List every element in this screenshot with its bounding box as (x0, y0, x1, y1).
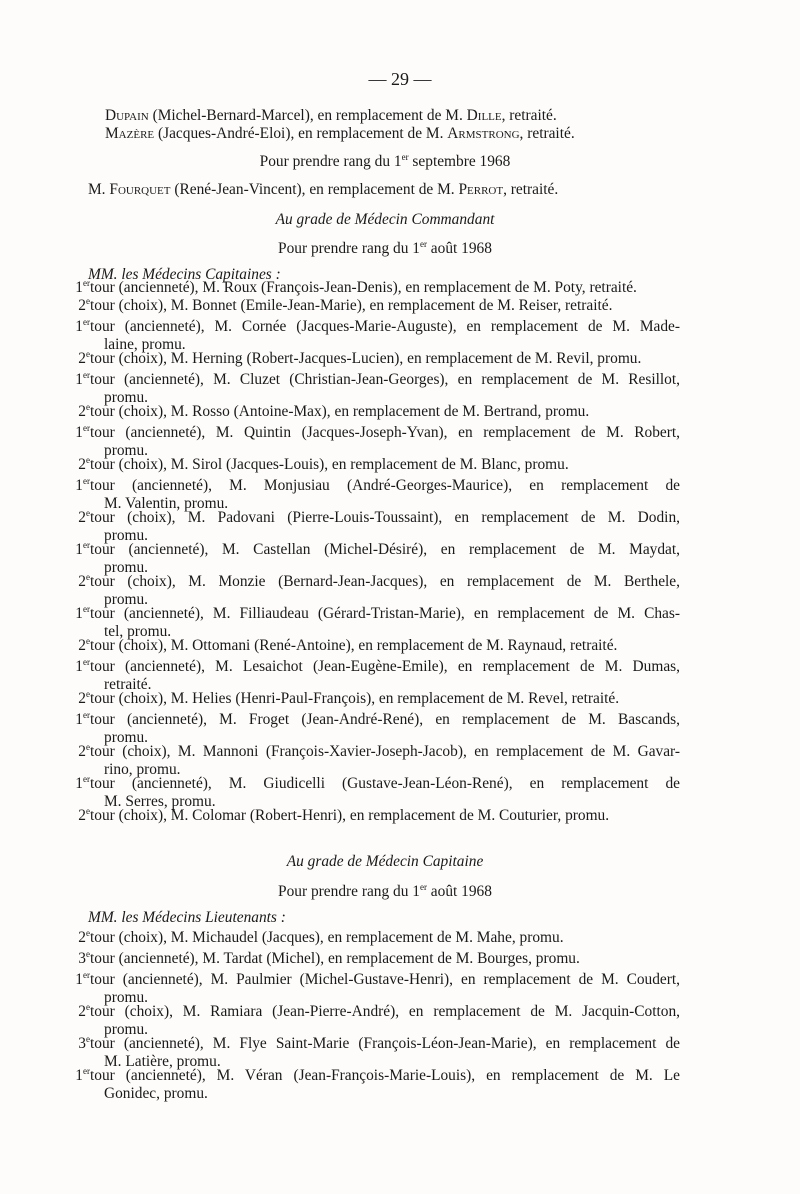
promotion-entry (75, 476, 680, 513)
entry-line: tour (ancienneté), M. Filliaudeau (Gérard-Tristan-Marie), en remplacement de M. Chas- (90, 605, 680, 622)
promotion-entry (78, 806, 680, 825)
tour-ordinal: 3e (78, 949, 90, 967)
entry-line: tour (ancienneté), M. Monjusiau (André-Georges-Maurice), en remplacement de (90, 477, 680, 494)
entry-line: tour (ancienneté), M. Cornée (Jacques-Marie-Auguste), en remplacement de M. Made- (90, 318, 680, 335)
promotion-entry (78, 349, 680, 368)
tour-ordinal: 2e (78, 636, 90, 654)
entry-line: tour (ancienneté), M. Giudicelli (Gustave-Jean-Léon-René), en remplacement de (90, 775, 680, 792)
entry-line: tour (ancienneté), M. Castellan (Michel-Désiré), en remplacement de M. Maydat, (90, 541, 680, 558)
entry-continuation: tel, promu. (104, 623, 172, 640)
entry-line: tour (choix), M. Ottomani (René-Antoine), en remplacement de M. Raynaud, retraité. (90, 637, 618, 654)
entry-line: tour (ancienneté), M. Roux (François-Jean-Denis), en remplacement de M. Poty, retraité. (90, 279, 637, 296)
entry-line: tour (ancienneté), M. Froget (Jean-André-René), en remplacement de M. Bascands, (90, 711, 680, 728)
list-intro-capitaines: MM. les Médecins Capitaines : (88, 266, 281, 283)
promotion-entry (75, 540, 680, 577)
entry-continuation: laine, promu. (104, 336, 186, 353)
promotion-entry (75, 657, 680, 694)
entry-line: tour (choix), M. Helies (Henri-Paul-François), en remplacement de M. Revel, retraité. (90, 690, 620, 707)
entry-continuation: promu. (104, 591, 149, 608)
tour-ordinal: 2e (78, 296, 90, 314)
tour-ordinal: 1er (75, 774, 90, 792)
entry-continuation: M. Serres, promu. (104, 793, 216, 810)
promotion-entry (78, 742, 680, 779)
entry-continuation: promu. (104, 1021, 149, 1038)
entry-line: tour (ancienneté), M. Flye Saint-Marie (François-Léon-Jean-Marie), en remplacement de (90, 1035, 680, 1052)
promotion-entry (78, 455, 680, 474)
tour-ordinal: 2e (78, 689, 90, 707)
entry-line: tour (choix), M. Rosso (Antoine-Max), en remplacement de M. Bertrand, promu. (90, 403, 590, 420)
entry-continuation: retraité. (104, 676, 152, 693)
promotion-entry (78, 402, 680, 421)
tour-ordinal: 2e (78, 806, 90, 824)
tour-ordinal: 1er (75, 710, 90, 728)
tour-ordinal: 1er (75, 476, 90, 494)
tour-ordinal: 2e (78, 349, 90, 367)
entry-line: tour (choix), M. Ramiara (Jean-Pierre-André), en remplacement de M. Jacquin-Cotton, (90, 1003, 680, 1020)
promotion-entry (78, 508, 680, 545)
entry-fourquet: M. Fourquet (René-Jean-Vincent), en remplacement de M. Perrot, retraité. (88, 181, 559, 198)
promotion-entry (75, 970, 680, 1007)
promotion-entry (78, 689, 680, 708)
entry-line: tour (ancienneté), M. Quintin (Jacques-Joseph-Yvan), en remplacement de M. Robert, (90, 424, 680, 441)
entry-mazere: Mazère (Jacques-André-Eloi), en remplacement de M. Armstrong, retraité. (105, 125, 575, 142)
promotion-entry (78, 1034, 680, 1071)
grade-heading-commandant: Au grade de Médecin Commandant (275, 211, 495, 228)
entry-continuation: promu. (104, 442, 149, 459)
entry-continuation: promu. (104, 989, 149, 1006)
entry-line: tour (choix), M. Sirol (Jacques-Louis), en remplacement de M. Blanc, promu. (90, 456, 569, 473)
tour-ordinal: 2e (78, 572, 90, 590)
promotion-entry (78, 949, 680, 968)
promotion-entry (78, 296, 680, 315)
entry-line: tour (choix), M. Bonnet (Emile-Jean-Marie), en remplacement de M. Reiser, retraité. (90, 297, 613, 314)
tour-ordinal: 1er (75, 970, 90, 988)
list-intro-lieutenants: MM. les Médecins Lieutenants : (88, 909, 286, 926)
entry-continuation: rino, promu. (104, 761, 181, 778)
promotion-entry (75, 278, 680, 297)
entry-line: tour (choix), M. Colomar (Robert-Henri), en remplacement de M. Couturier, promu. (90, 807, 610, 824)
tour-ordinal: 2e (78, 928, 90, 946)
entry-line: tour (choix), M. Michaudel (Jacques), en remplacement de M. Mahe, promu. (90, 929, 564, 946)
entry-continuation: promu. (104, 559, 149, 576)
entry-line: tour (choix), M. Mannoni (François-Xavier-Joseph-Jacob), en remplacement de M. Gavar- (90, 743, 680, 760)
grade-heading-capitaine: Au grade de Médecin Capitaine (286, 853, 484, 870)
entry-continuation: promu. (104, 389, 149, 406)
entry-dupain: Dupain (Michel-Bernard-Marcel), en remplacement de M. Dille, retraité. (105, 107, 557, 124)
tour-ordinal: 1er (75, 278, 90, 296)
tour-ordinal: 2e (78, 402, 90, 420)
promotion-entry (78, 1002, 680, 1039)
page-number: — 29 — (368, 69, 432, 89)
entry-line: tour (choix), M. Padovani (Pierre-Louis-Toussaint), en remplacement de M. Dodin, (90, 509, 680, 526)
entry-line: tour (ancienneté), M. Lesaichot (Jean-Eugène-Emile), en remplacement de M. Dumas, (90, 658, 680, 675)
promotion-entry (78, 572, 680, 609)
promotion-entry (78, 928, 680, 947)
tour-ordinal: 1er (75, 423, 90, 441)
promotion-entry (75, 317, 680, 354)
tour-ordinal: 1er (75, 657, 90, 675)
tour-ordinal: 2e (78, 455, 90, 473)
promotion-entry (75, 710, 680, 747)
entry-continuation: promu. (104, 729, 149, 746)
entry-continuation: M. Latière, promu. (104, 1053, 221, 1070)
entry-continuation: M. Valentin, promu. (104, 495, 229, 512)
tour-ordinal: 1er (75, 317, 90, 335)
promotion-entry (75, 423, 680, 460)
rank-heading-august-2: Pour prendre rang du 1er août 1968 (278, 882, 492, 900)
entry-continuation: Gonidec, promu. (104, 1085, 208, 1102)
tour-ordinal: 1er (75, 1066, 90, 1084)
entry-line: tour (choix), M. Monzie (Bernard-Jean-Jacques), en remplacement de M. Berthele, (90, 573, 680, 590)
tour-ordinal: 2e (78, 1002, 90, 1020)
rank-heading-september: Pour prendre rang du 1er septembre 1968 (259, 152, 511, 170)
promotion-entry (75, 1066, 680, 1103)
entry-line: tour (choix), M. Herning (Robert-Jacques-Lucien), en remplacement de M. Revil, promu. (90, 350, 642, 367)
promotion-entry (75, 370, 680, 407)
tour-ordinal: 3e (78, 1034, 90, 1052)
entry-line: tour (ancienneté), M. Véran (Jean-François-Marie-Louis), en remplacement de M. Le (90, 1067, 680, 1084)
entry-line: tour (ancienneté), M. Cluzet (Christian-Jean-Georges), en remplacement de M. Resillot, (90, 371, 680, 388)
promotion-entry (78, 636, 680, 655)
tour-ordinal: 1er (75, 370, 90, 388)
rank-heading-august-1: Pour prendre rang du 1er août 1968 (278, 239, 492, 257)
tour-ordinal: 2e (78, 742, 90, 760)
entry-line: tour (ancienneté), M. Tardat (Michel), en remplacement de M. Bourges, promu. (90, 950, 580, 967)
promotion-entry (75, 604, 680, 641)
entry-line: tour (ancienneté), M. Paulmier (Michel-Gustave-Henri), en remplacement de M. Coudert, (90, 971, 680, 988)
entry-continuation: promu. (104, 527, 149, 544)
promotion-entry (75, 774, 680, 811)
tour-ordinal: 1er (75, 540, 90, 558)
tour-ordinal: 2e (78, 508, 90, 526)
tour-ordinal: 1er (75, 604, 90, 622)
